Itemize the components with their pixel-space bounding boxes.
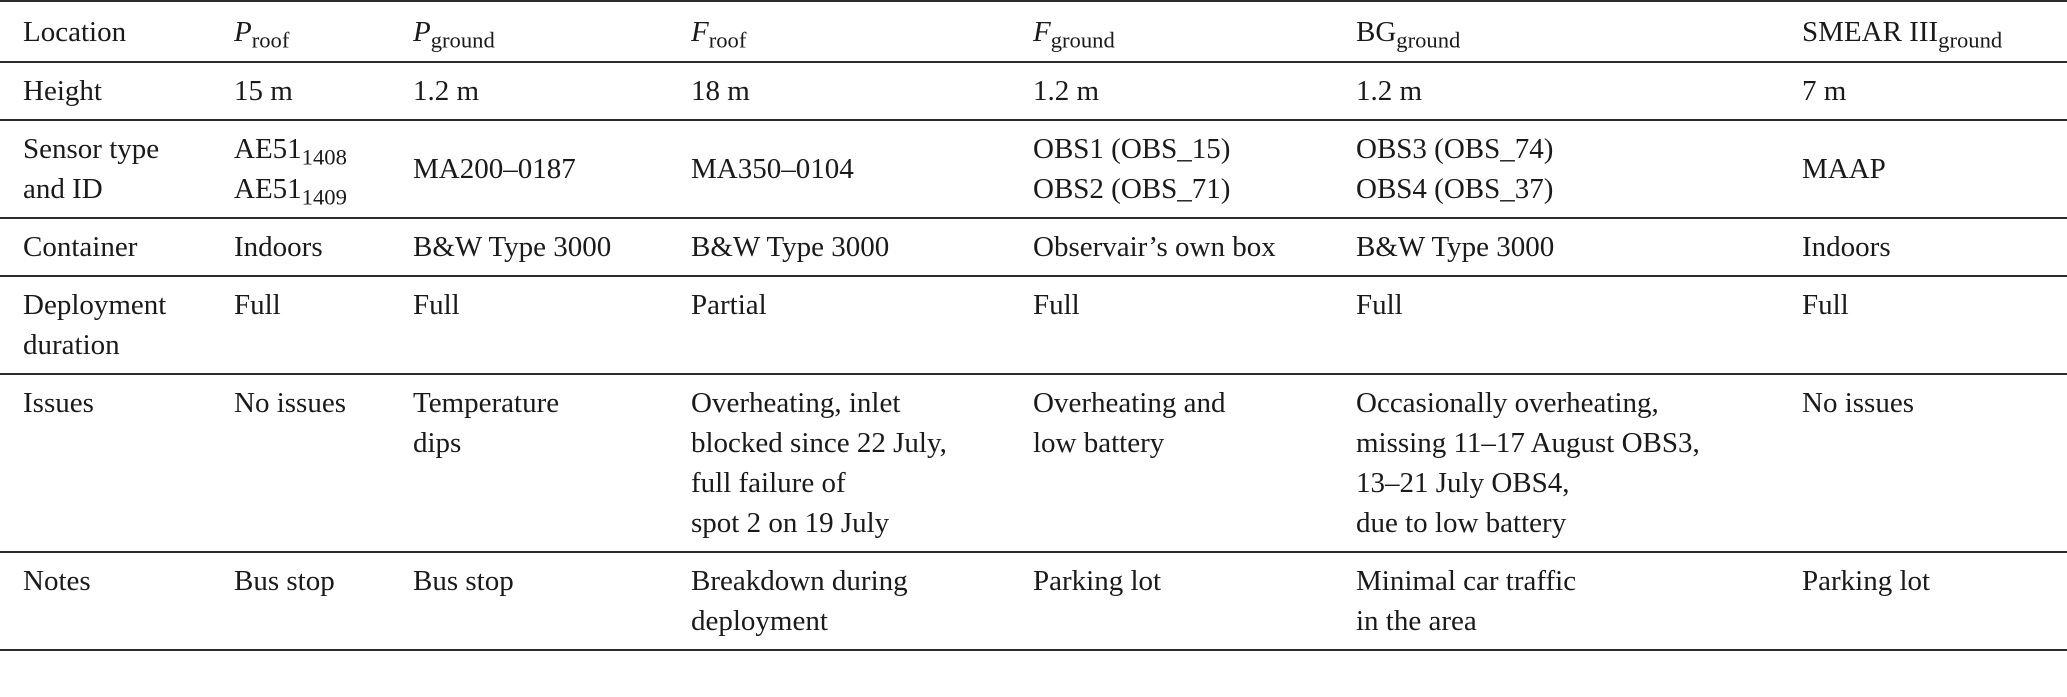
- cell-line: MA200–0187: [413, 153, 576, 185]
- header-row: [0, 1, 2067, 62]
- cell-line: Temperature: [413, 387, 560, 419]
- cell-line: 1.2 m: [1033, 75, 1100, 107]
- header-p-roof: $P_{roof}$: [234, 1, 413, 62]
- issues-p-roof-cell: [234, 374, 413, 552]
- cell-line: Breakdown during: [691, 565, 908, 597]
- issues-p-ground-cell: [413, 374, 691, 552]
- cell-line: OBS4 (OBS_37): [1356, 173, 1554, 205]
- deployment-f-ground-cell: [1033, 276, 1356, 374]
- deployment-label-cell: [0, 276, 234, 374]
- cell-line: spot 2 on 19 July: [691, 507, 890, 539]
- row-sensor: [0, 120, 2067, 218]
- notes-bg-ground-cell: [1356, 552, 1802, 650]
- sensor-p-ground-cell: [413, 120, 691, 218]
- cell-line: deployment: [691, 605, 828, 637]
- row-height: [0, 62, 2067, 120]
- cell-line: Minimal car traffic: [1356, 565, 1577, 597]
- deployment-smear-cell: [1802, 276, 2067, 374]
- cell-line: low battery: [1033, 427, 1165, 459]
- cell-line: missing 11–17 August OBS3,: [1356, 427, 1700, 459]
- issues-f-roof-cell: [691, 374, 1033, 552]
- height-smear-cell: [1802, 62, 2067, 120]
- cell-line: Parking lot: [1802, 565, 1931, 597]
- cell-line: duration: [23, 329, 120, 361]
- header-bg-ground: $BG_{ground}$: [1356, 1, 1802, 62]
- height-p-ground-cell: [413, 62, 691, 120]
- header-f-roof: $F_{roof}$: [691, 1, 1033, 62]
- cell-line: dips: [413, 427, 462, 459]
- sensor-base: AE51: [234, 173, 302, 205]
- cell-line: Full: [413, 289, 460, 321]
- cell-line: 1.2 m: [413, 75, 480, 107]
- sensor-bg-ground-cell: [1356, 120, 1802, 218]
- notes-f-ground-cell: [1033, 552, 1356, 650]
- cell-line: Full: [1356, 289, 1403, 321]
- row-issues: [0, 374, 2067, 552]
- cell-line: 13–21 July OBS4,: [1356, 467, 1570, 499]
- sensor-subscript: 1409: [301, 184, 347, 210]
- sensor-base: AE51: [234, 133, 302, 165]
- container-bg-ground-cell: [1356, 218, 1802, 276]
- notes-label-cell: [0, 552, 234, 650]
- cell-line: [234, 129, 413, 169]
- header-location: Location: [0, 1, 234, 62]
- sensor-subscript: 1408: [301, 144, 347, 170]
- cell-line: OBS3 (OBS_74): [1356, 133, 1554, 165]
- sensor-f-roof-cell: [691, 120, 1033, 218]
- header-p-ground: $P_{ground}$: [413, 1, 691, 62]
- cell-line: Sensor type: [23, 133, 160, 165]
- cell-line: Container: [23, 231, 138, 263]
- height-label-cell: [0, 62, 234, 120]
- cell-line: 1.2 m: [1356, 75, 1423, 107]
- cell-line: 18 m: [691, 75, 750, 107]
- height-f-ground-cell: [1033, 62, 1356, 120]
- notes-smear-cell: [1802, 552, 2067, 650]
- cell-line: Occasionally overheating,: [1356, 387, 1659, 419]
- cell-line: Notes: [23, 565, 91, 597]
- row-notes: [0, 552, 2067, 650]
- row-container: [0, 218, 2067, 276]
- cell-line: Height: [23, 75, 102, 107]
- cell-line: Full: [1033, 289, 1080, 321]
- height-f-roof-cell: [691, 62, 1033, 120]
- cell-line: Issues: [23, 387, 94, 419]
- deployment-p-ground-cell: [413, 276, 691, 374]
- sensor-f-ground-cell: [1033, 120, 1356, 218]
- cell-line: Overheating and: [1033, 387, 1226, 419]
- cell-line: No issues: [1802, 387, 1914, 419]
- cell-line: Partial: [691, 289, 767, 321]
- cell-line: Full: [1802, 289, 1849, 321]
- sensor-p-roof-cell: [234, 120, 413, 218]
- container-f-ground-cell: [1033, 218, 1356, 276]
- cell-line: B&W Type 3000: [691, 231, 890, 263]
- cell-line: Bus stop: [234, 565, 335, 597]
- issues-f-ground-cell: [1033, 374, 1356, 552]
- deployment-bg-ground-cell: [1356, 276, 1802, 374]
- header-smear: SMEAR $III_{ground}$: [1802, 1, 2067, 62]
- container-p-roof-cell: [234, 218, 413, 276]
- cell-line: 7 m: [1802, 75, 1847, 107]
- issues-smear-cell: [1802, 374, 2067, 552]
- cell-line: B&W Type 3000: [413, 231, 612, 263]
- cell-line: Overheating, inlet: [691, 387, 901, 419]
- cell-line: Indoors: [234, 231, 323, 263]
- sensor-smear-cell: [1802, 120, 2067, 218]
- cell-line: B&W Type 3000: [1356, 231, 1555, 263]
- deployment-p-roof-cell: [234, 276, 413, 374]
- cell-line: Full: [234, 289, 281, 321]
- notes-f-roof-cell: [691, 552, 1033, 650]
- cell-line: Deployment: [23, 289, 167, 321]
- container-smear-cell: [1802, 218, 2067, 276]
- cell-line: due to low battery: [1356, 507, 1567, 539]
- cell-line: MAAP: [1802, 153, 1886, 185]
- cell-line: Parking lot: [1033, 565, 1162, 597]
- cell-line: 15 m: [234, 75, 293, 107]
- container-label-cell: [0, 218, 234, 276]
- cell-line: blocked since 22 July,: [691, 427, 947, 459]
- cell-line: No issues: [234, 387, 346, 419]
- container-p-ground-cell: [413, 218, 691, 276]
- issues-bg-ground-cell: [1356, 374, 1802, 552]
- cell-line: full failure of: [691, 467, 846, 499]
- row-deployment: [0, 276, 2067, 374]
- cell-line: OBS2 (OBS_71): [1033, 173, 1231, 205]
- cell-line: [234, 169, 413, 209]
- cell-line: OBS1 (OBS_15): [1033, 133, 1231, 165]
- cell-line: Indoors: [1802, 231, 1891, 263]
- notes-p-roof-cell: [234, 552, 413, 650]
- cell-line: MA350–0104: [691, 153, 854, 185]
- header-f-ground: $F_{ground}$: [1033, 1, 1356, 62]
- container-f-roof-cell: [691, 218, 1033, 276]
- deployment-f-roof-cell: [691, 276, 1033, 374]
- notes-p-ground-cell: [413, 552, 691, 650]
- issues-label-cell: [0, 374, 234, 552]
- sensor-label-cell: [0, 120, 234, 218]
- cell-line: Observair’s own box: [1033, 231, 1276, 263]
- cell-line: and ID: [23, 173, 103, 205]
- height-p-roof-cell: [234, 62, 413, 120]
- height-bg-ground-cell: [1356, 62, 1802, 120]
- cell-line: in the area: [1356, 605, 1477, 637]
- cell-line: Bus stop: [413, 565, 514, 597]
